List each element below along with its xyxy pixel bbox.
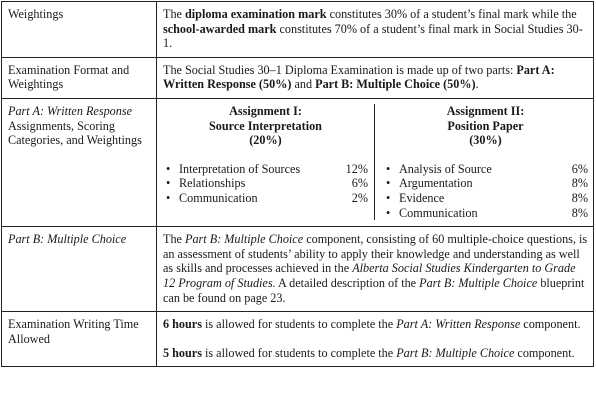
part-a-weight: Part A: Written Response (50%) — [163, 62, 555, 92]
part-a-assignments — [157, 98, 594, 226]
category-pct: 2% — [351, 190, 368, 205]
program-of-studies-title: Alberta Social Studies Kindergarten to Grade 12 Program of Studies. — [163, 261, 576, 290]
list-item — [383, 206, 588, 221]
list-item — [163, 191, 368, 206]
category-name: Interpretation of Sources — [179, 161, 301, 176]
category-pct: 8% — [571, 176, 588, 191]
part-b-label: Part B: Multiple Choice — [2, 227, 157, 312]
format-row — [2, 57, 594, 98]
bullet-icon: • — [166, 190, 171, 205]
category-pct: 12% — [345, 161, 368, 176]
category-name: Evidence — [399, 190, 445, 205]
category-name: Communication — [399, 205, 478, 220]
exam-info-table — [1, 1, 594, 367]
part-a-time-end: component. — [520, 317, 581, 332]
bullet-icon: • — [166, 161, 171, 176]
part-b-time — [163, 346, 588, 361]
list-item — [163, 176, 368, 191]
time-text — [157, 312, 594, 367]
weightings-text-1: The — [163, 7, 185, 21]
list-item — [163, 162, 368, 177]
part-b-text-2: component, consisting of 60 multiple-choice questions, is an assessment of students’ ability to apply their knowledge and understanding as well as skills and processes achieved in the — [163, 232, 588, 276]
part-b-row — [2, 227, 594, 312]
part-a-label-italic: Part A: Written Response — [8, 103, 133, 118]
bullet-icon: • — [166, 176, 171, 191]
weightings-row — [2, 2, 594, 58]
category-pct: 6% — [571, 161, 588, 176]
weightings-text — [157, 2, 594, 58]
diploma-exam-mark: diploma examination mark — [185, 7, 327, 21]
part-b-italic-1: Part B: Multiple Choice — [185, 232, 304, 247]
assignment-2-weight: (30%) — [469, 133, 502, 148]
part-b-italic-3: Part B: Multiple Choice — [419, 275, 538, 290]
time-row — [2, 312, 594, 367]
paragraph-spacer — [163, 332, 588, 346]
category-name: Analysis of Source — [399, 161, 492, 176]
weightings-text-2: constitutes 30% of a student’s final mark while the — [326, 7, 577, 21]
part-a-label — [2, 98, 157, 226]
category-pct: 6% — [351, 176, 368, 191]
part-a-time — [163, 317, 588, 332]
assignment-1-title-line1: Assignment I: — [229, 103, 302, 118]
assignment-1 — [163, 104, 375, 220]
part-b-time-italic: Part B: Multiple Choice — [396, 345, 515, 360]
part-b-text — [157, 227, 594, 312]
school-awarded-mark: school-awarded mark — [163, 21, 277, 36]
part-b-text-1: The — [163, 232, 185, 247]
part-b-text-4: blueprint can be found on page 23. — [163, 275, 585, 305]
bullet-icon: • — [386, 176, 391, 191]
assignment-1-weight: (20%) — [249, 133, 282, 148]
list-item — [383, 191, 588, 206]
part-a-time-italic: Part A: Written Response — [396, 317, 521, 332]
part-b-weight: Part B: Multiple Choice (50%) — [315, 77, 476, 92]
format-text-1: The Social Studies 30–1 Diploma Examination is made up of two parts: — [163, 62, 517, 77]
assignment-2 — [383, 104, 588, 220]
bullet-icon: • — [386, 190, 391, 205]
weightings-text-3: constitutes 70% of a student’s final mark in Social Studies 30-1. — [163, 21, 583, 51]
part-a-time-text: is allowed for students to complete the — [201, 317, 397, 332]
part-b-time-text: is allowed for students to complete the — [201, 345, 397, 360]
format-text-2: and — [291, 77, 316, 92]
category-pct: 8% — [571, 190, 588, 205]
assignment-2-categories — [383, 162, 588, 220]
part-b-text-3: A detailed description of the — [275, 275, 420, 290]
time-label: Examination Writing Time Allowed — [2, 312, 157, 367]
assignment-2-title-line2: Position Paper — [447, 118, 524, 133]
weightings-label: Weightings — [2, 2, 157, 58]
assignment-1-categories — [163, 162, 368, 206]
format-text — [157, 57, 594, 98]
part-a-hours: 6 hours — [163, 317, 202, 332]
bullet-icon: • — [386, 161, 391, 176]
part-a-row — [2, 98, 594, 226]
format-label: Examination Format and Weightings — [2, 57, 157, 98]
list-item — [383, 162, 588, 177]
category-name: Argumentation — [399, 176, 473, 191]
part-b-hours: 5 hours — [163, 345, 202, 360]
bullet-icon: • — [386, 205, 391, 220]
list-item — [383, 176, 588, 191]
category-name: Communication — [179, 190, 258, 205]
category-pct: 8% — [571, 205, 588, 220]
assignment-2-title-line1: Assignment II: — [446, 103, 525, 118]
part-a-label-rest: Assignments, Scoring Categories, and Weightings — [8, 118, 142, 148]
category-name: Relationships — [179, 176, 246, 191]
format-text-3: . — [475, 77, 479, 92]
part-b-time-end: component. — [514, 345, 575, 360]
assignment-1-title-line2: Source Interpretation — [209, 118, 322, 133]
